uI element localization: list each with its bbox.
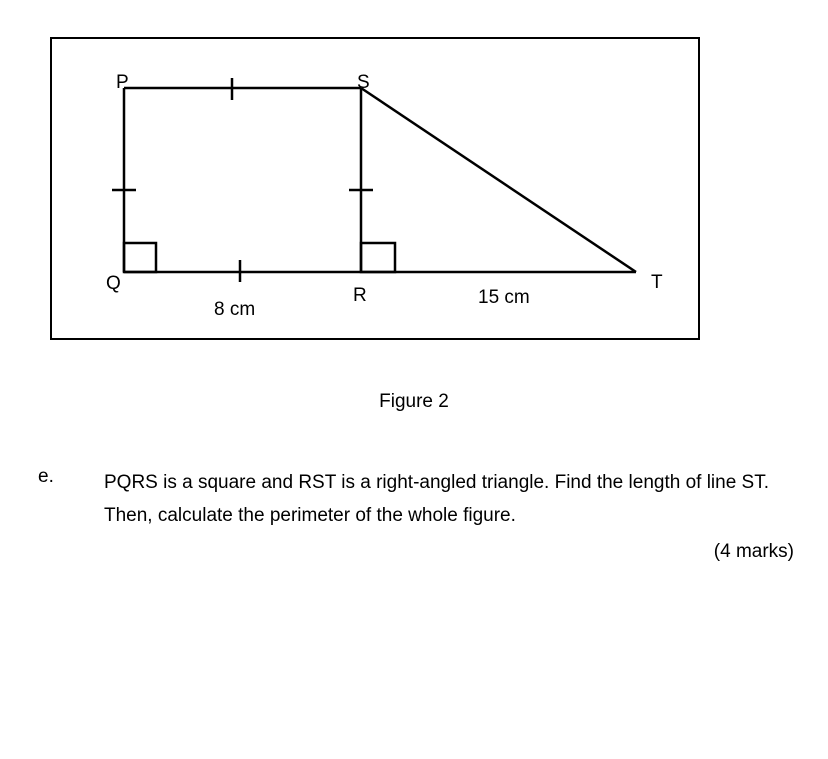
vertex-label-p: P bbox=[116, 72, 129, 93]
length-label-rt: 15 cm bbox=[478, 287, 530, 308]
vertex-label-s: S bbox=[357, 72, 370, 93]
vertex-label-t: T bbox=[651, 272, 663, 293]
question-marks: (4 marks) bbox=[713, 541, 794, 562]
question-letter: e. bbox=[38, 466, 54, 487]
right-angle-marker-r bbox=[361, 243, 395, 272]
length-label-qr: 8 cm bbox=[214, 299, 256, 320]
right-angle-marker-q bbox=[124, 243, 156, 272]
question-text: PQRS is a square and RST is a right-angled triangle. Find the length of line ST. Then, calculate the perimeter of the whole figure. bbox=[104, 472, 770, 526]
vertex-label-r: R bbox=[353, 285, 367, 306]
side-st bbox=[361, 88, 636, 272]
figure-caption: Figure 2 bbox=[379, 391, 449, 412]
vertex-label-q: Q bbox=[106, 273, 121, 294]
